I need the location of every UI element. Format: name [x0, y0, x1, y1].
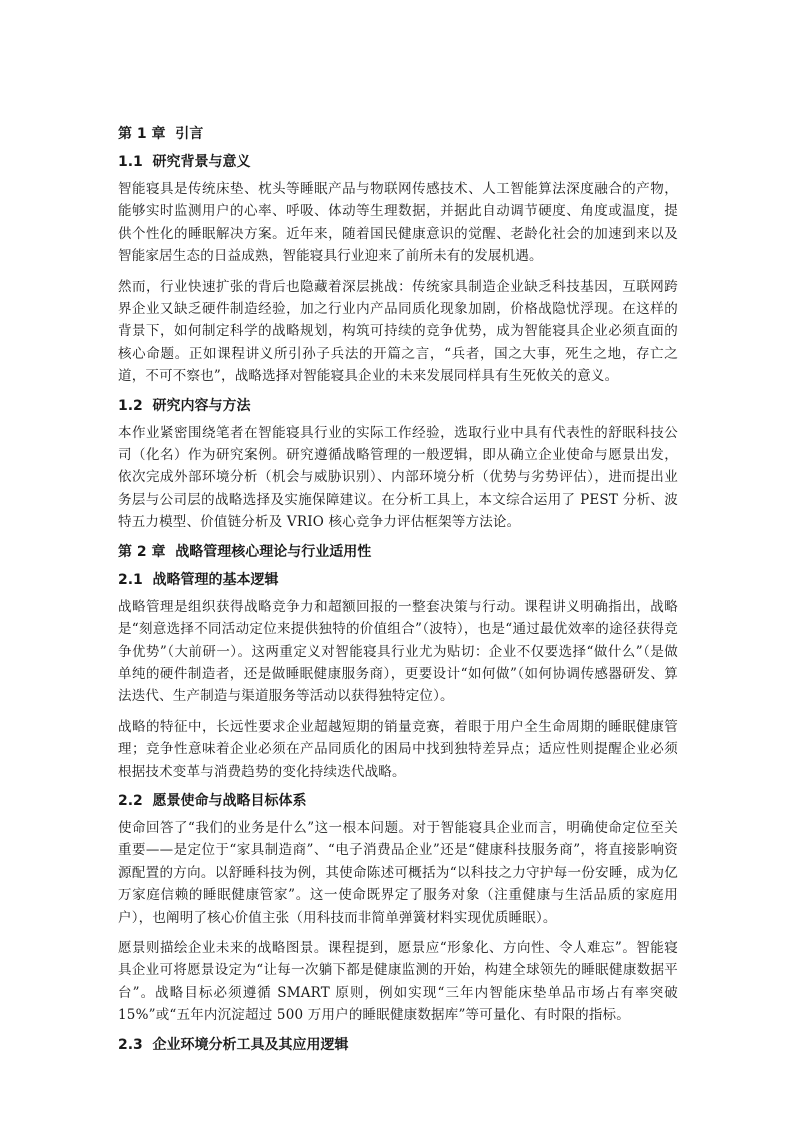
section-2-2-para-2: 愿景则描绘企业未来的战略图景。课程提到，愿景应“形象化、方向性、令人难忘”。智能寝具企业可将愿景设定为“让每一次躺下都是健康监测的开始，构建全球领先的睡眠健康数据平台”。战略目标必须遵循 SMART 原则，例如实现“三年内智能床垫单品市场占有率突破 15%”或“五年内沉淀超过 500 万用户的睡眠健康数据库”等可量化、有时限的指标。: [118, 939, 678, 1024]
section-1-1-para-2: 然而，行业快速扩张的背后也隐藏着深层挑战：传统家具制造企业缺乏科技基因，互联网跨界企业又缺乏硬件制造经验，加之行业内产品同质化现象加剧，价格战隐忧浮现。在这样的背景下，如何制定科学的战略规划，构筑可持续的竞争优势，成为智能寝具企业必须直面的核心命题。正如课程讲义所引孙子兵法的开篇之言，“兵者，国之大事，死生之地，存亡之道，不可不察也”，战略选择对智能寝具企业的未来发展同样具有生死攸关的意义。: [118, 278, 678, 385]
section-1-1-heading: 1.1 研究背景与意义: [118, 154, 251, 170]
chapter-2-heading: 第 2 章 战略管理核心理论与行业适用性: [118, 543, 372, 560]
section-1-1-para-1: 智能寝具是传统床垫、枕头等睡眠产品与物联网传感技术、人工智能算法深度融合的产物，能够实时监测用户的心率、呼吸、体动等生理数据，并据此自动调节硬度、角度或温度，提供个性化的睡眠解决方案。近年来，随着国民健康意识的觉醒、老龄化社会的加速到来以及智能家居生态的日益成熟，智能寝具行业迎来了前所未有的发展机遇。: [118, 181, 678, 265]
section-2-1-para-1: 战略管理是组织获得战略竞争力和超额回报的一整套决策与行动。课程讲义明确指出，战略是“刻意选择不同活动定位来提供独特的价值组合”（波特），也是“通过最优效率的途径获得竞争优势”（大前研一）。这两重定义对智能寝具行业尤为贴切：企业不仅要选择“做什么”（是做单纯的硬件制造者，还是做睡眠健康服务商），更要设计“如何做”（如何协调传感器研发、算法迭代、生产制造与渠道服务等活动以获得独特定位）。: [118, 598, 678, 705]
section-2-3-heading: 2.3 企业环境分析工具及其应用逻辑: [118, 1036, 349, 1053]
section-2-1-heading: 2.1 战略管理的基本逻辑: [118, 571, 279, 588]
document-page: [118, 124, 678, 1061]
section-2-2-para-1: 使命回答了“我们的业务是什么”这一根本问题。对于智能寝具企业而言，明确使命定位至关重要——是定位于“家具制造商”、“电子消费品企业”还是“健康科技服务商”，将直接影响资源配置的方向。以舒睡科技为例，其使命陈述可概括为“以科技之力守护每一份安睡，成为亿万家庭信赖的睡眠健康管家”。这一使命既界定了服务对象（注重健康与生活品质的家庭用户），也阐明了核心价值主张（用科技而非简单弹簧材料实现优质睡眠）。: [118, 819, 678, 926]
section-2-1-para-2: 战略的特征中，长远性要求企业超越短期的销量竞赛，着眼于用户全生命周期的睡眠健康管理；竞争性意味着企业必须在产品同质化的困局中找到独特差异点；适应性则提醒企业必须根据技术变革与消费趋势的变化持续迭代战略。: [118, 718, 678, 780]
chapter-1-heading: 第 1 章 引言: [118, 126, 204, 142]
section-2-2-heading: 2.2 愿景使命与战略目标体系: [118, 792, 307, 809]
section-1-2-para-1: 本作业紧密围绕笔者在智能寝具行业的实际工作经验，选取行业中具有代表性的舒眠科技公司（化名）作为研究案例。研究遵循战略管理的一般逻辑，即从确立企业使命与愿景出发，依次完成外部环境分析（机会与威胁识别）、内部环境分析（优势与劣势评估），进而提出业务层与公司层的战略选择及实施保障建议。在分析工具上，本文综合运用了 PEST 分析、波特五力模型、价值链分析及 VRIO 核心竞争力评估框架等方法论。: [118, 424, 678, 531]
section-1-2-heading: 1.2 研究内容与方法: [118, 397, 251, 414]
